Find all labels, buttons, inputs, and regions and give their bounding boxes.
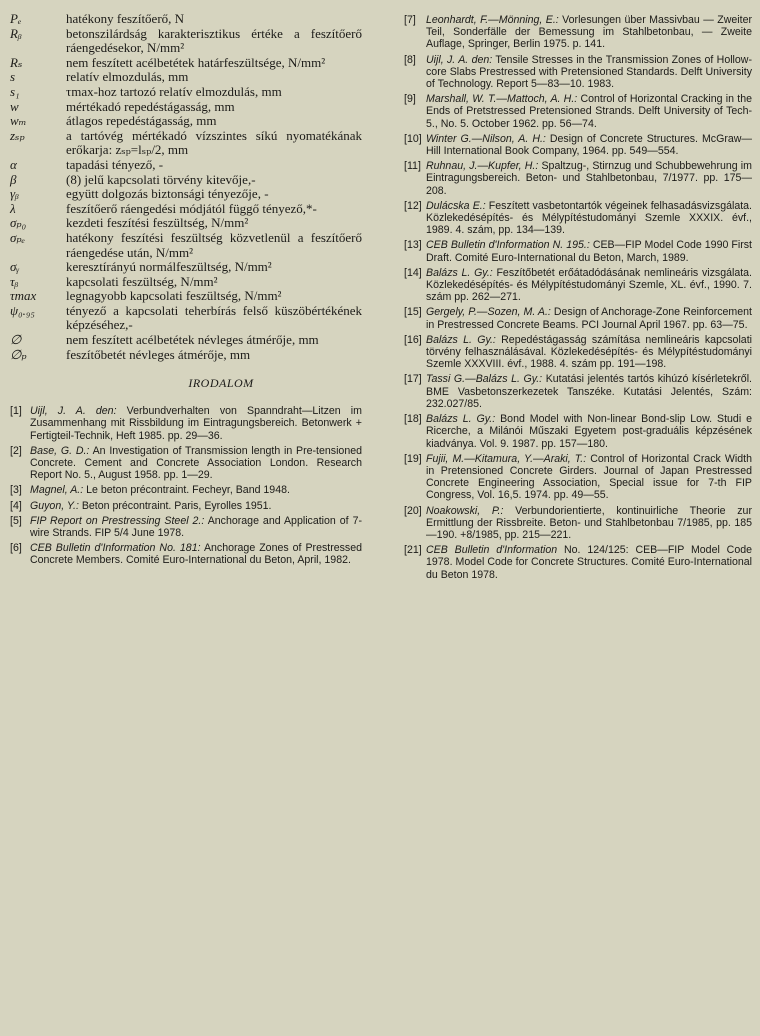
symbol: zₛₚ <box>10 127 25 143</box>
reference-body <box>426 373 752 410</box>
reference-body <box>426 14 752 51</box>
reference-author: Dulácska E.: <box>426 199 486 212</box>
reference-number: [11] <box>404 160 421 173</box>
reference-author: Balázs L. Gy.: <box>426 333 496 346</box>
symbol-description: nem feszített acélbetétek névleges átmérője, mm <box>66 332 319 348</box>
reference-author: Balázs L. Gy.: <box>426 413 496 426</box>
reference-text: Spaltzug-, Stirnzug und Schubbewehrung im Eintragungsbereich. Beton- und Stahlbetonbau, 7/1977. pp. 175—208. <box>426 160 752 197</box>
reference-number: [7] <box>404 14 416 26</box>
right-column <box>404 14 752 584</box>
symbol-row <box>10 173 362 188</box>
reference-body <box>426 133 752 157</box>
symbol: τmax <box>10 288 37 304</box>
symbol-row <box>10 216 362 231</box>
reference-number: [1] <box>10 405 22 418</box>
reference-text: Le beton précontraint. Fecheyr, Band 1948. <box>86 484 290 497</box>
reference-text: Verbundorientierte, kontinuirliche Theorie zur Ermittlung der Rissbreite. Beton- und Stahlbetonbau 7/1985, pp. 185—190. +8/1985, pp. 215—221. <box>426 504 752 541</box>
reference-body <box>30 405 362 442</box>
reference-item <box>404 544 752 581</box>
reference-text: Control of Horizontal Cracking in the Ends of Pretstressed Pretensioned Strands. Delft University of Tech-5., No. 5. October 1962. pp. 56—74. <box>426 93 752 130</box>
reference-number: [14] <box>404 266 422 279</box>
reference-body <box>30 515 362 539</box>
reference-body <box>426 544 752 581</box>
reference-text: Tensile Stresses in the Transmission Zones of Hollow-core Slabs Prestressed with Pretensioned Standards. Delft University of Technology. Report 5—83—10. 1983. <box>426 53 752 91</box>
symbol-description: betonszilárdság karakterisztikus értéke a feszítőerő ráengedésekor, N/mm² <box>66 25 362 56</box>
reference-number: [15] <box>404 306 422 319</box>
reference-number: [3] <box>10 484 22 497</box>
symbol: ∅ₚ <box>10 346 27 362</box>
reference-number: [4] <box>10 499 22 512</box>
symbol: ∅ <box>10 332 22 348</box>
reference-item <box>10 542 362 566</box>
symbol-row <box>10 158 362 173</box>
reference-author: Marshall, W. T.—Mattoch, A. H.: <box>426 93 578 106</box>
reference-item <box>404 306 752 330</box>
reference-body <box>30 542 362 566</box>
symbol-row <box>10 202 362 217</box>
reference-author: Winter G.—Nilson, A. H.: <box>426 132 546 145</box>
reference-item <box>404 200 752 237</box>
symbol-description: hatékony feszítési feszültség közvetlenül a feszítőerő ráengedése után, N/mm² <box>66 229 362 260</box>
reference-number: [5] <box>10 514 22 527</box>
symbol-description: a tartóvég mértékadó vízszintes síkú nyomatékának erőkarja: zₛₚ=lₛₚ/2, mm <box>66 127 362 158</box>
reference-author: Gergely, P.—Sozen, M. A.: <box>426 306 551 319</box>
left-column <box>10 12 362 570</box>
reference-item <box>404 133 752 157</box>
symbol-row <box>10 12 362 27</box>
symbol-description: legnagyobb kapcsolati feszültség, N/mm² <box>66 288 282 304</box>
reference-body <box>30 445 362 482</box>
symbol-description: mértékadó repedéstágasság, mm <box>66 98 235 114</box>
reference-item <box>10 500 362 512</box>
reference-body <box>426 54 752 91</box>
symbol: w <box>10 98 19 114</box>
reference-author: CEB Bulletin d'Information No. 181: <box>30 542 201 555</box>
reference-item <box>404 93 752 130</box>
symbol-row <box>10 129 362 158</box>
reference-text: Feszítőbetét erőátadódásának nemlineáris vizsgálata. Közlekedésépítés- és Mélypítéstudományi Szemle, XL. évf., 1990. 7. szám pp. 262—271. <box>426 266 753 304</box>
reference-item <box>10 445 362 482</box>
symbol-row <box>10 187 362 202</box>
reference-body <box>30 500 362 512</box>
symbol: λ <box>10 200 16 216</box>
reference-number: [2] <box>10 444 22 457</box>
reference-body <box>426 160 752 197</box>
reference-item <box>404 239 752 263</box>
symbol-row <box>10 56 362 71</box>
symbol: σᵧ <box>10 259 20 275</box>
symbol-row <box>10 348 362 363</box>
symbol-row <box>10 85 362 100</box>
reference-body <box>426 267 752 304</box>
reference-text: CEB—FIP Model Code 1990 First Draft. Comité Euro-International du Beton, March, 1989. <box>426 239 752 264</box>
symbol-row <box>10 27 362 56</box>
symbol-row <box>10 289 362 304</box>
symbol: s₁ <box>10 83 20 99</box>
reference-text: Design of Anchorage-Zone Reinforcement in Prestressed Concrete Beams. PCI Journal April 1967. pp. 63—75. <box>426 306 752 331</box>
symbol-description: feszítőbetét névleges átmérője, mm <box>66 346 251 362</box>
reference-number: [8] <box>404 53 416 66</box>
symbol-description: átlagos repedéstágasság, mm <box>66 113 217 129</box>
reference-item <box>10 515 362 539</box>
reference-item <box>404 373 752 410</box>
reference-item <box>404 54 752 91</box>
reference-author: Tassi G.—Balázs L. Gy.: <box>426 373 543 386</box>
reference-author: Base, G. D.: <box>30 444 90 457</box>
reference-text: Control of Horizontal Crack Width in Pretensioned Concrete Girders. Journal of Japan Prestressed Concrete Engineering Association, Special issue for 7-th FIP Congress, Vol. 16,5. 1974. pp. 49—55. <box>426 452 752 502</box>
reference-body <box>426 93 752 130</box>
symbol: β <box>10 171 17 187</box>
symbol-list <box>10 12 362 362</box>
reference-body <box>426 306 752 330</box>
symbol: s <box>10 69 16 85</box>
reference-text: Repedéstágasság számítása nemlineáris kapcsolati törvény felhasználásával. Közlekedésépítés- és Mélypítéstudományi Szemle XXXVIII. évf., 1988. 4. szám pp. 191—198. <box>426 333 752 371</box>
reference-author: Fujii, M.—Kitamura, Y.—Araki, T.: <box>426 452 587 465</box>
reference-item <box>10 405 362 442</box>
symbol-description: feszítőerő ráengedési módjától függő tényező,*- <box>66 200 317 216</box>
reference-item <box>404 505 752 542</box>
reference-text: Feszített vasbetontartók végeinek felhasadásvizsgálata. Közlekedésépítés- és Mélypítéstudományi Szemle XXXIX. évf., 1989. 4. szám, pp. 134—139. <box>426 199 752 237</box>
reference-item <box>404 334 752 371</box>
symbol: wₘ <box>10 113 27 129</box>
reference-item <box>404 413 752 450</box>
reference-author: Balázs L. Gy.: <box>426 266 493 279</box>
reference-list-right <box>404 14 752 581</box>
symbol-description: tapadási tényező, - <box>66 156 164 172</box>
reference-number: [12] <box>404 199 422 212</box>
symbol-description: (8) jelű kapcsolati törvény kitevője,- <box>66 171 256 187</box>
reference-number: [21] <box>404 544 422 557</box>
reference-body <box>426 413 752 450</box>
reference-body <box>426 200 752 237</box>
symbol-row <box>10 100 362 115</box>
reference-author: Uijl, J. A. den: <box>30 405 117 418</box>
symbol-row <box>10 114 362 129</box>
reference-item <box>10 484 362 496</box>
symbol: Rᵦ <box>10 25 22 41</box>
symbol-description: τmax-hoz tartozó relatív elmozdulás, mm <box>66 83 282 99</box>
reference-number: [16] <box>404 333 422 346</box>
reference-text: No. 124/125: CEB—FIP Model Code 1978. Model Code for Concrete Structures. Comité Euro-International du Beton 1978. <box>426 544 752 581</box>
reference-text: Bond Model with Non-linear Bond-slip Low. Studi e Ricerche, a Milánói Műszaki Egyetem post-graduális képzésének kiadványa. Vol. 9. 1987. pp. 157—180. <box>426 413 753 450</box>
symbol: σₚₑ <box>10 229 26 245</box>
symbol-description: tényező a kapcsolati teherbírás felső küszöbértékének képzéséhez,- <box>66 302 362 333</box>
reference-text: Anchorage Zones of Prestressed Concrete Members. Comité Euro-International du Beton, April, 1982. <box>30 542 363 567</box>
symbol-row <box>10 333 362 348</box>
references-heading: IRODALOM <box>188 376 254 391</box>
symbol-row <box>10 260 362 275</box>
reference-author: Noakowski, P.: <box>426 504 504 517</box>
reference-item <box>404 453 752 502</box>
reference-author: CEB Bulletin d'Information <box>426 544 558 557</box>
reference-body <box>426 505 752 542</box>
reference-text: An Investigation of Transmission length in Pre-tensioned Concrete. Cement and Concrete Association London. Research Report No. 5., August 1958. pp. 1—29. <box>30 444 363 482</box>
symbol-row <box>10 231 362 260</box>
reference-text: Vorlesungen über Massivbau — Zweiter Teil, Sonderfälle der Bemessung im Stahlbetonbau, — Zweite Auflage, Springer, Berlin 1975. p. 141. <box>426 14 752 51</box>
reference-number: [20] <box>404 504 422 517</box>
symbol: α <box>10 156 17 172</box>
reference-item <box>404 14 752 51</box>
reference-number: [13] <box>404 239 422 252</box>
reference-text: Verbundverhalten von Spanndraht—Litzen im Zusammenhang mit Rissbildung im Eintragungsbereich. Betonwerk + Fertigteil-Technik, Heft 1985. pp. 29—36. <box>30 405 362 442</box>
reference-number: [10] <box>404 132 422 145</box>
reference-item <box>404 160 752 197</box>
reference-number: [6] <box>10 542 22 555</box>
reference-body <box>426 334 752 371</box>
reference-number: [18] <box>404 413 422 426</box>
symbol-description: nem feszített acélbetétek határfeszültsége, N/mm² <box>66 54 326 70</box>
symbol: σₚ₀ <box>10 215 27 231</box>
reference-text: Kutatási jelentés tartós kihúzó kísérletekről. BME Vasbetonszerkezetek Tanszéke. Kutatási Jelentés, Szám: 232.027/85. <box>426 373 752 410</box>
reference-body <box>426 239 752 263</box>
symbol-description: kezdeti feszítési feszültség, N/mm² <box>66 215 249 231</box>
reference-body <box>426 453 752 502</box>
reference-text: Beton précontraint. Paris, Eyrolles 1951. <box>81 499 272 512</box>
reference-author: CEB Bulletin d'Information N. 195.: <box>426 239 590 252</box>
symbol: Rₛ <box>10 54 23 70</box>
symbol: γᵦ <box>10 186 19 202</box>
symbol: ψ₀.₉₅ <box>10 302 35 318</box>
symbol-description: keresztírányú normálfeszültség, N/mm² <box>66 259 272 275</box>
reference-text: Design of Concrete Structures. McGraw—Hill International Book Company, 1964. pp. 549—554. <box>426 132 752 158</box>
symbol-description: együtt dolgozás biztonsági tényezője, - <box>66 186 269 202</box>
symbol: Pₑ <box>10 11 22 26</box>
symbol-row <box>10 275 362 290</box>
reference-item <box>404 267 752 304</box>
symbol-description: relatív elmozdulás, mm <box>66 69 189 85</box>
reference-author: Leonhardt, F.—Mönning, E.: <box>426 14 559 26</box>
symbol: τᵦ <box>10 273 19 289</box>
reference-author: Uijl, J. A. den: <box>426 53 493 66</box>
reference-text: Anchorage and Application of 7-wire Strands. FIP 5/4 June 1978. <box>30 514 363 540</box>
reference-number: [9] <box>404 93 416 106</box>
symbol-description: hatékony feszítőerő, N <box>66 11 185 26</box>
reference-author: Ruhnau, J.—Kupfer, H.: <box>426 160 539 173</box>
reference-number: [17] <box>404 373 422 386</box>
reference-author: Guyon, Y.: <box>30 499 79 512</box>
symbol-description: kapcsolati feszültség, N/mm² <box>66 273 218 289</box>
reference-body <box>30 484 362 496</box>
reference-author: FIP Report on Prestressing Steel 2.: <box>30 514 205 527</box>
reference-author: Magnel, A.: <box>30 484 84 497</box>
symbol-row <box>10 70 362 85</box>
reference-number: [19] <box>404 452 422 465</box>
reference-list-left <box>10 405 362 566</box>
symbol-row <box>10 304 362 333</box>
